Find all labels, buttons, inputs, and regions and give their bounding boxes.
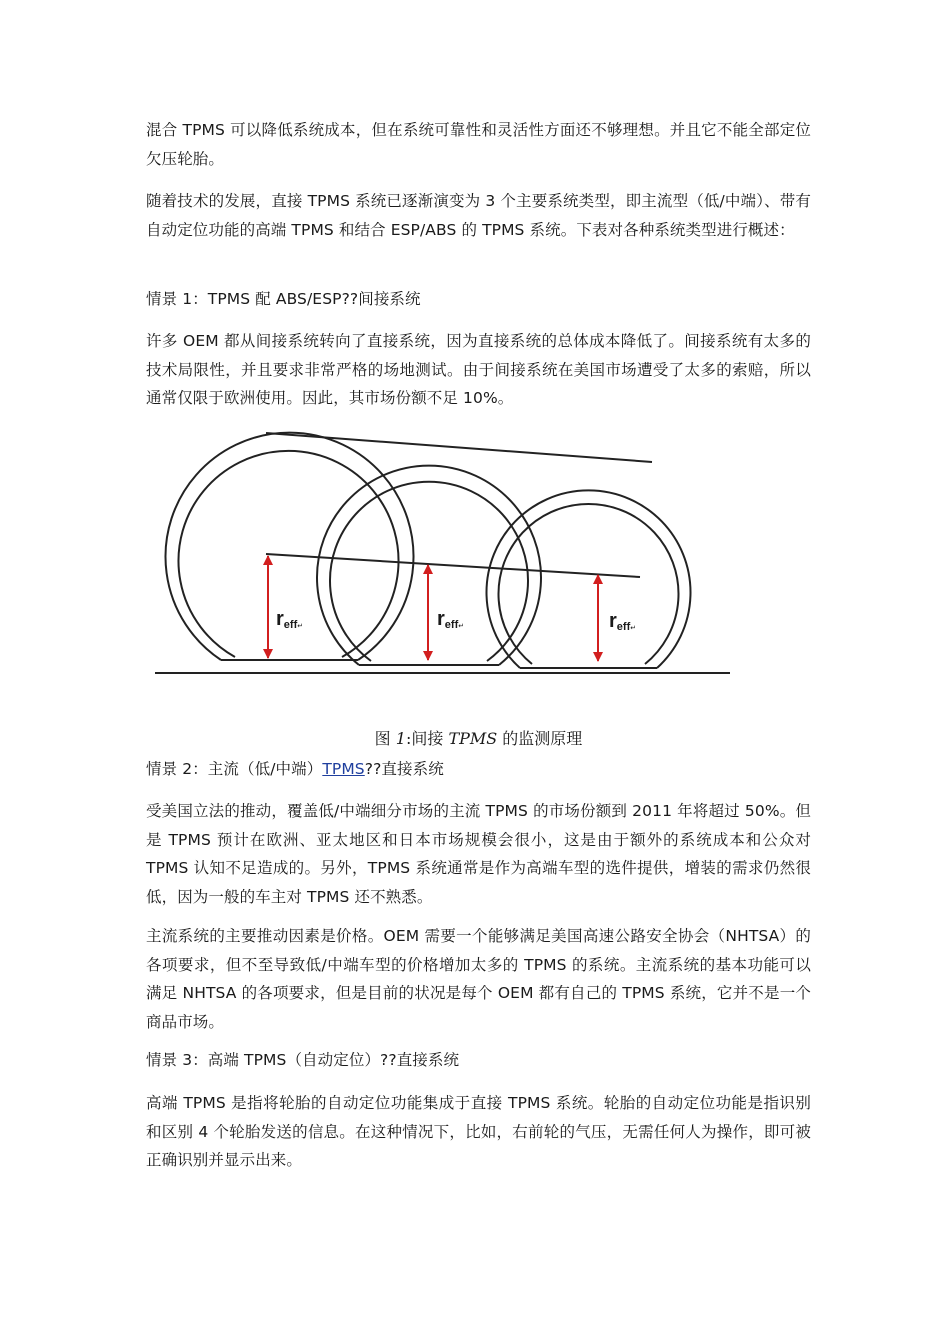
figure-caption: 图 1:间接 TPMS 的监测原理 bbox=[374, 729, 583, 748]
paragraph-tech-evolution: 随着技术的发展，直接 TPMS 系统已逐渐演变为 3 个主要系统类型，即主流型（低/中端）、带有自动定位功能的高端 TPMS 和结合 ESP/ABS 的 TPMS 系统。下表对各种系统类型进行概述： bbox=[146, 192, 811, 239]
heading-scenario-1: 情景 1：TPMS 配 ABS/ESP??间接系统 bbox=[146, 290, 421, 308]
reff-label-middle: reff↵ bbox=[437, 608, 465, 631]
heading-scenario-2: 情景 2：主流（低/中端）TPMS??直接系统 bbox=[146, 760, 444, 778]
paragraph-scenario-2-market: 受美国立法的推动，覆盖低/中端细分市场的主流 TPMS 的市场份额到 2011 年将超过 50%。但是 TPMS 预计在欧洲、亚太地区和日本市场规模会很小，这是由于额外的系统成本和公众对 TPMS 认知不足造成的。另外，TPMS 系统通常是作为高端车型的选件提供，增装的需求仍然很低，因为一般的车主对 TPMS 还不熟悉。 bbox=[146, 802, 811, 906]
paragraph-hybrid-tpms: 混合 TPMS 可以降低系统成本，但在系统可靠性和灵活性方面还不够理想。并且它不能全部定位欠压轮胎。 bbox=[146, 121, 811, 168]
tpms-link[interactable]: TPMS bbox=[322, 760, 365, 778]
tire-right bbox=[487, 490, 691, 668]
reff-label-right: reff↵ bbox=[609, 610, 637, 633]
paragraph-scenario-1: 许多 OEM 都从间接系统转向了直接系统，因为直接系统的总体成本降低了。间接系统有太多的技术局限性，并且要求非常严格的场地测试。由于间接系统在美国市场遭受了太多的索赔，所以通常仅限于欧洲使用。因此，其市场份额不足 10%。 bbox=[146, 332, 811, 407]
heading-scenario-3: 情景 3：高端 TPMS（自动定位）??直接系统 bbox=[146, 1051, 460, 1069]
indirect-tpms-diagram bbox=[140, 425, 740, 690]
axle-height-line bbox=[266, 554, 640, 577]
paragraph-scenario-3: 高端 TPMS 是指将轮胎的自动定位功能集成于直接 TPMS 系统。轮胎的自动定位功能是指识别和区别 4 个轮胎发送的信息。在这种情况下，比如，右前轮的气压，无需任何人为操作，即可被正确识别并显示出来。 bbox=[146, 1094, 811, 1169]
paragraph-scenario-2-price: 主流系统的主要推动因素是价格。OEM 需要一个能够满足美国高速公路安全协会（NHTSA）的各项要求，但不至导致低/中端车型的价格增加太多的 TPMS 的系统。主流系统的基本功能可以满足 NHTSA 的各项要求，但是目前的状况是每个 OEM 都有自己的 TPMS 系统，它并不是一个商品市场。 bbox=[146, 927, 811, 1031]
reff-label-left: reff↵ bbox=[276, 608, 304, 631]
